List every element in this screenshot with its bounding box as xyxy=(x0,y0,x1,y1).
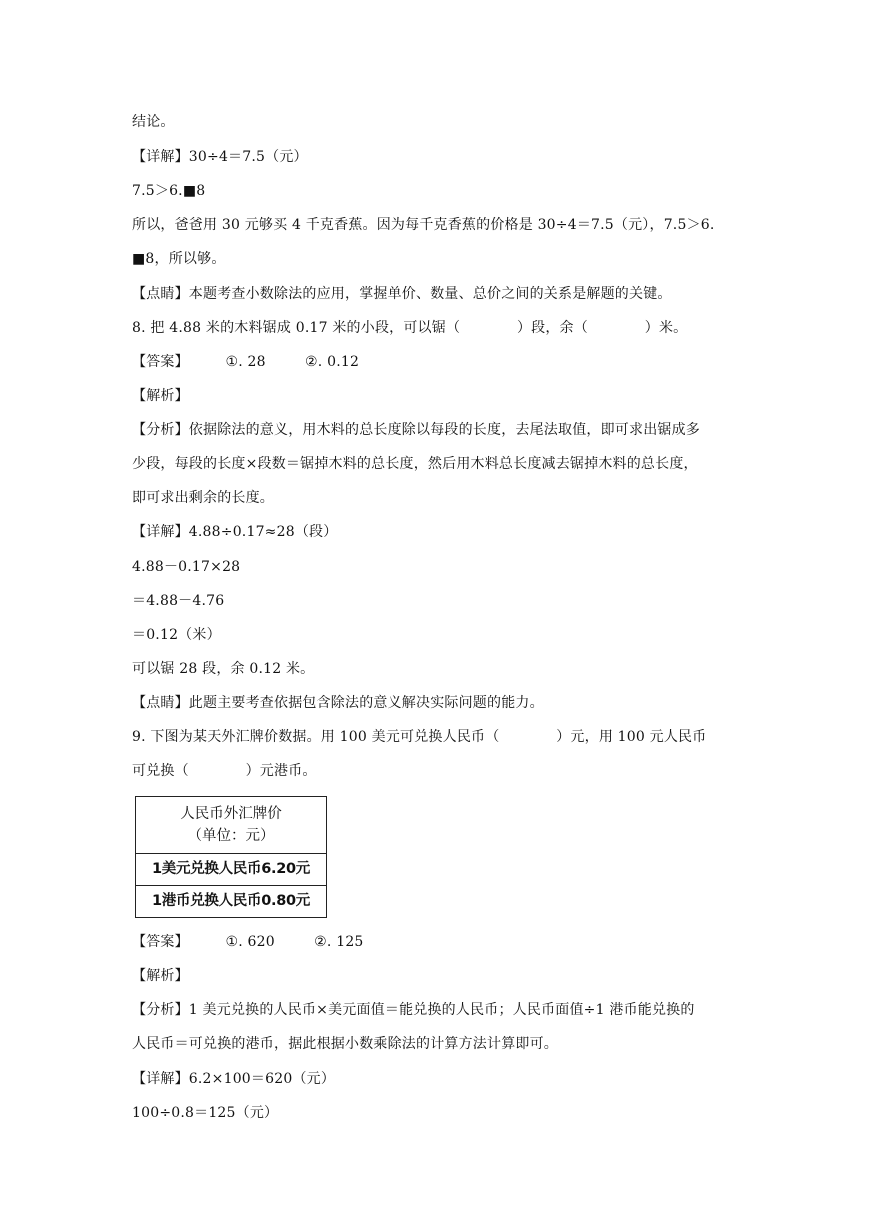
answer-value-1: ①. 620 xyxy=(225,934,275,950)
text-line: 少段，每段的长度×段数＝锯掉木料的总长度，然后用木料总长度减去锯掉木料的总长度， xyxy=(132,456,698,472)
text-line: 100÷0.8＝125（元） xyxy=(132,1105,279,1121)
text-line: 【分析】依据除法的意义，用木料的总长度除以每段的长度，去尾法取值，即可求出锯成多 xyxy=(132,422,700,438)
text-line: 可以锯 28 段，余 0.12 米。 xyxy=(132,661,315,677)
answer-label: 【答案】 xyxy=(132,934,189,950)
text-line: 【详解】6.2×100＝620（元） xyxy=(132,1071,336,1087)
text-line: 结论。 xyxy=(132,114,175,130)
text-line: 人民币＝可兑换的港币，据此根据小数乘除法的计算方法计算即可。 xyxy=(132,1036,558,1052)
text-line: 7.5＞6.■8 xyxy=(132,183,206,199)
text-line: 即可求出剩余的长度。 xyxy=(132,490,274,506)
question-9: 9. 下图为某天外汇牌价数据。用 100 美元可兑换人民币（ ）元，用 100 元人民币 xyxy=(132,729,707,745)
table-row: 1美元兑换人民币6.20元 xyxy=(136,854,327,886)
answer-line-q8 xyxy=(132,352,359,372)
text-line: 【点睛】本题考查小数除法的应用，掌握单价、数量、总价之间的关系是解题的关键。 xyxy=(132,286,672,302)
answer-value-2: ②. 0.12 xyxy=(305,354,360,370)
table-unit: （单位：元） xyxy=(187,828,275,844)
text-line: 【解析】 xyxy=(132,968,189,984)
answer-line-q9 xyxy=(132,932,364,952)
table-row: 1港币兑换人民币0.80元 xyxy=(136,886,327,918)
text-line: 所以，爸爸用 30 元够买 4 千克香蕉。因为每千克香蕉的价格是 30÷4＝7.5（元），7.5＞6. xyxy=(132,217,715,233)
exchange-rate-header xyxy=(136,797,327,854)
exchange-rate-table xyxy=(135,796,327,918)
text-line: 【详解】4.88÷0.17≈28（段） xyxy=(132,524,338,540)
answer-value-2: ②. 125 xyxy=(314,934,364,950)
text-line: ＝0.12（米） xyxy=(132,627,221,643)
text-line: 【详解】30÷4＝7.5（元） xyxy=(132,149,308,165)
text-line: 【解析】 xyxy=(132,388,189,404)
text-line: 4.88－0.17×28 xyxy=(132,559,241,575)
text-line: ■8，所以够。 xyxy=(132,251,226,267)
answer-label: 【答案】 xyxy=(132,354,189,370)
text-line: 【分析】1 美元兑换的人民币×美元面值＝能兑换的人民币；人民币面值÷1 港币能兑换的 xyxy=(132,1002,695,1018)
text-line: ＝4.88－4.76 xyxy=(132,593,225,609)
question-8: 8. 把 4.88 米的木料锯成 0.17 米的小段，可以锯（ ）段，余（ ）米。 xyxy=(132,320,688,336)
table-title: 人民币外汇牌价 xyxy=(180,806,282,822)
text-line: 【点睛】此题主要考查依据包含除法的意义解决实际问题的能力。 xyxy=(132,695,544,711)
answer-value-1: ①. 28 xyxy=(225,354,266,370)
text-line: 可兑换（ ）元港币。 xyxy=(132,763,317,779)
